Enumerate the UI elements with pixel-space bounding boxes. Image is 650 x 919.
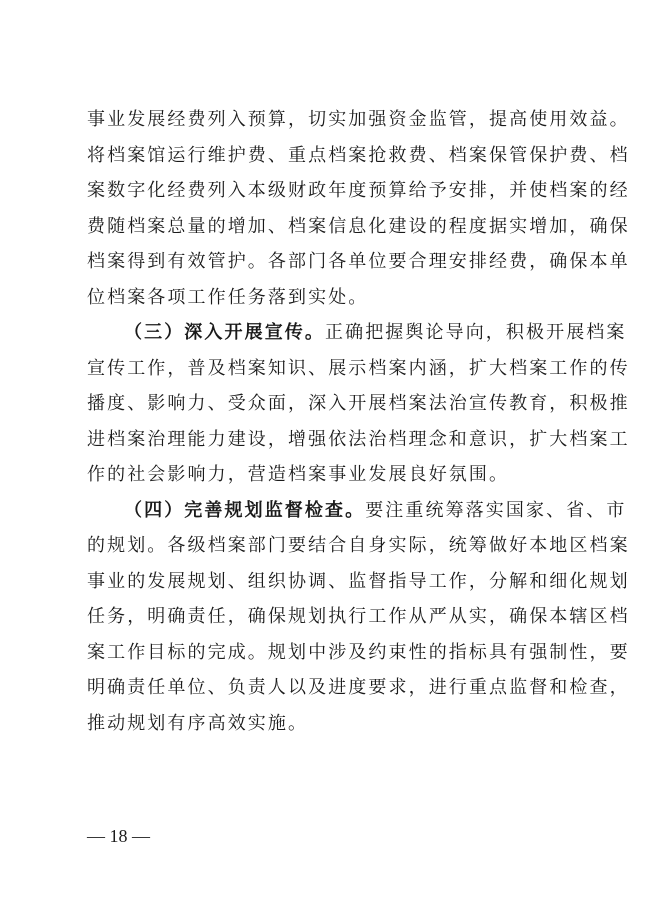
text-line [87,315,627,351]
text-line: 费随档案总量的增加、档案信息化建设的程度据实增加，确保 [87,215,630,237]
body-text [87,102,630,741]
text-line: 事业的发展规划、组织协调、监督指导工作，分解和细化规划 [87,570,630,592]
text-line [87,493,627,529]
text-line: 推动规划有序高效实施。 [87,712,309,734]
section-3-first-line: 正确把握舆论导向，积极开展档案 [325,322,627,343]
text-line: 事业发展经费列入预算，切实加强资金监管，提高使用效益。 [87,109,630,130]
text-line: 进档案治理能力建设，增强依法治档理念和意识，扩大档案工 [87,428,630,450]
text-line: 任务，明确责任，确保规划执行工作从严从实，确保本辖区档 [87,606,630,627]
section-4-heading: （四）完善规划监督检查。 [124,499,366,521]
text-line: 位档案各项工作任务落到实处。 [87,286,369,308]
text-line: 档案得到有效管护。各部门各单位要合理安排经费，确保本单 [87,251,630,272]
page-number: — 18 — [87,826,150,846]
text-line: 播度、影响力、受众面，深入开展档案法治宣传教育，积极推 [87,393,630,414]
text-line: 案数字化经费列入本级财政年度预算给予安排，并使档案的经 [87,180,630,201]
text-line: 明确责任单位、负责人以及进度要求，进行重点监督和检查， [87,677,630,698]
text-line: 宣传工作，普及档案知识、展示档案内涵，扩大档案工作的传 [87,357,630,379]
text-line: 案工作目标的完成。规划中涉及约束性的指标具有强制性，要 [87,641,630,663]
text-line: 作的社会影响力，营造档案事业发展良好氛围。 [87,464,510,485]
intro-paragraph [87,102,630,315]
section-4-first-line: 要注重统筹落实国家、省、市 [365,499,627,521]
section-3-heading: （三）深入开展宣传。 [124,322,325,343]
section-3-paragraph [87,315,630,493]
text-line: 的规划。各级档案部门要结合自身实际，统筹做好本地区档案 [87,535,630,556]
text-line: 将档案馆运行维护费、重点档案抢救费、档案保管保护费、档 [87,144,630,166]
section-4-paragraph [87,493,630,742]
